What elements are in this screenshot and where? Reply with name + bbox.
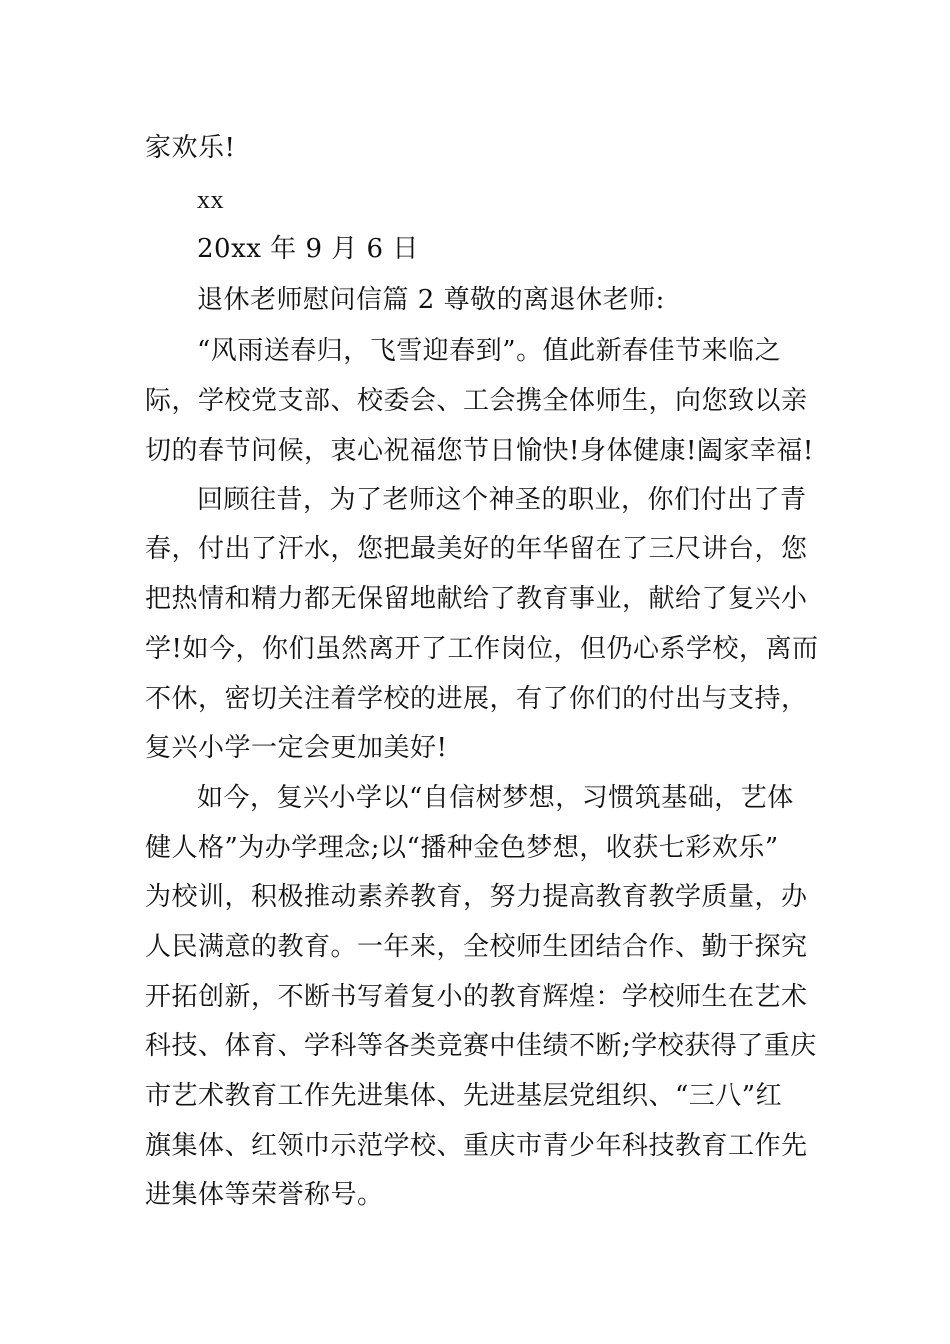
letter-heading: 退休老师慰问信篇 2 尊敬的离退休老师: [197,285,665,315]
paragraph-line: “风雨送春归，飞雪迎春到”。值此新春佳节来临之 [197,336,782,366]
paragraph-line: 不休，密切关注着学校的进展，有了你们的付出与支持， [145,684,808,714]
paragraph-line: 学!如今，你们虽然离开了工作岗位，但仍心系学校，离而 [145,634,819,664]
paragraph-line: 健人格”为办学理念;以“播种金色梦想，收获七彩欢乐” [145,833,779,863]
paragraph-line: 为校训，积极推动素养教育，努力提高教育教学质量，办 [145,882,808,912]
closing-signature: xx [197,185,224,214]
paragraph-line: 复兴小学一定会更加美好! [145,733,448,763]
paragraph-line: 人民满意的教育。一年来，全校师生团结合作、勤于探究 [145,932,808,962]
paragraph-line: 际，学校党支部、校委会、工会携全体师生，向您致以亲 [145,386,808,416]
paragraph-line: 把热情和精力都无保留地献给了教育事业，献给了复兴小 [145,584,808,614]
paragraph-line: 回顾往昔，为了老师这个神圣的职业，你们付出了青 [197,485,807,515]
paragraph-line: 旗集体、红领巾示范学校、重庆市青少年科技教育工作先 [145,1131,808,1161]
paragraph-line: 科技、体育、学科等各类竞赛中佳绩不断;学校获得了重庆 [145,1031,817,1061]
closing-wish: 家欢乐! [145,133,236,163]
closing-date: 20xx 年 9 月 6 日 [197,234,419,264]
paragraph-line: 市艺术教育工作先进集体、先进基层党组织、“三八”红 [145,1081,783,1111]
paragraph-line: 进集体等荣誉称号。 [145,1180,384,1210]
paragraph-line: 春，付出了汗水，您把最美好的年华留在了三尺讲台，您 [145,534,808,564]
paragraph-line: 切的春节问候，衷心祝福您节日愉快!身体健康!阖家幸福! [145,436,814,466]
paragraph-line: 如今，复兴小学以“自信树梦想，习惯筑基础，艺体 [197,783,794,813]
paragraph-line: 开拓创新，不断书写着复小的教育辉煌：学校师生在艺术 [145,982,808,1012]
